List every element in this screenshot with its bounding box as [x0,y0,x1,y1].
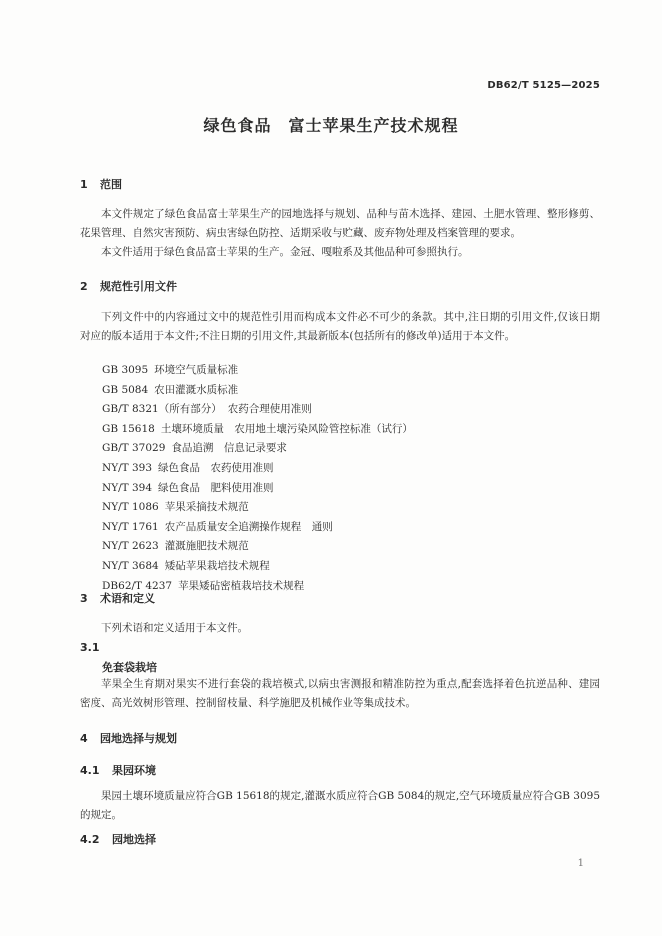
section-3-intro: 下列术语和定义适用于本文件。 [101,622,248,634]
subsection-number: 4.2 [80,833,100,846]
reference-code: NY/T 3684 [102,559,159,572]
reference-list [102,361,413,596]
reference-code: NY/T 2623 [102,540,159,553]
subsection-4-2-heading [80,831,156,847]
subsection-4-1-heading [80,762,156,778]
reference-name: 矮砧苹果栽培技术规程 [164,559,270,572]
reference-code: GB 15618 [102,422,155,435]
section-number: 1 [80,178,88,191]
reference-item [102,479,413,499]
section-number: 4 [80,732,88,745]
reference-name: 环境空气质量标准 [154,364,239,376]
reference-code: NY/T 394 [102,481,153,494]
subsection-title: 果园环境 [112,764,156,777]
reference-name: 苹果采摘技术规范 [164,501,249,514]
reference-item [102,381,413,401]
reference-name: 土壤环境质量 农用地土壤污染风险管控标准（试行） [160,422,413,435]
section-2-heading [80,278,177,294]
reference-code: GB/T 8321（所有部分） [102,403,222,416]
reference-item [102,557,413,577]
reference-code: DB62/T 4237 [102,579,173,592]
section-title: 术语和定义 [100,592,155,605]
reference-code: GB/T 37029 [102,442,166,455]
section-3-heading [80,590,155,606]
section-number: 2 [80,280,88,293]
reference-name: 农产品质量安全追溯操作规程 通则 [164,520,333,533]
reference-code: NY/T 1086 [102,501,159,514]
section-1-paragraph-2: 本文件适用于绿色食品富士苹果的生产。金冠、嘎啦系及其他品种可参照执行。 [101,246,469,258]
term-definition: 苹果全生育期对果实不进行套袋的栽培模式,以病虫害测报和精准防控为重点,配套选择着色抗逆品种、建园密度、高光效树形管理、控制留枝量、科学施肥及机械作业等集成技术。 [80,678,600,709]
section-1-heading [80,176,122,192]
reference-name: 绿色食品 肥料使用准则 [158,481,274,494]
subsection-number: 4.1 [80,764,100,777]
reference-item [102,400,413,420]
reference-name: 绿色食品 农药使用准则 [158,461,274,474]
reference-item [102,498,413,518]
reference-item [102,439,413,459]
term-name: 免套袋栽培 [102,661,157,674]
section-1-paragraph-1: 本文件规定了绿色食品富士苹果生产的园地选择与规划、品种与苗木选择、建园、土肥水管理、整形修剪、花果管理、自然灾害预防、病虫害绿色防控、适期采收与贮藏、废弃物处理及档案管理的要求。 [80,208,600,239]
section-2-intro: 下列文件中的内容通过文中的规范性引用而构成本文件必不可少的条款。其中,注日期的引用文件,仅该日期对应的版本适用于本文件;不注日期的引用文件,其最新版本(包括所有的修改单)适用于本文件。 [80,311,600,342]
reference-code: GB 3095 [102,364,149,376]
reference-name: 苹果矮砧密植栽培技术规程 [178,579,305,592]
reference-name: 农田灌溉水质标准 [154,383,239,396]
reference-code: NY/T 393 [102,461,153,474]
standard-code: DB62/T 5125—2025 [487,80,600,91]
subsection-title: 园地选择 [112,833,156,846]
reference-name: 灌溉施肥技术规范 [164,540,249,553]
reference-item [102,361,413,381]
subsection-4-1-paragraph: 果园土壤环境质量应符合GB 15618的规定,灌溉水质应符合GB 5084的规定,空气环境质量应符合GB 3095的规定。 [80,790,600,821]
reference-item [102,420,413,440]
document-title: 绿色食品 富士苹果生产技术规程 [203,116,459,135]
section-4-heading [80,730,177,746]
reference-name: 食品追溯 信息记录要求 [171,442,287,455]
section-title: 园地选择与规划 [100,732,177,745]
reference-code: GB 5084 [102,383,149,396]
reference-item [102,537,413,557]
clause-number: 3.1 [80,641,100,654]
reference-code: NY/T 1761 [102,520,159,533]
page-number: 1 [577,858,584,869]
section-title: 范围 [100,178,122,191]
reference-name: 农药合理使用准则 [227,403,312,416]
reference-item [102,459,413,479]
section-number: 3 [80,592,88,605]
section-title: 规范性引用文件 [100,280,177,293]
reference-item [102,518,413,538]
